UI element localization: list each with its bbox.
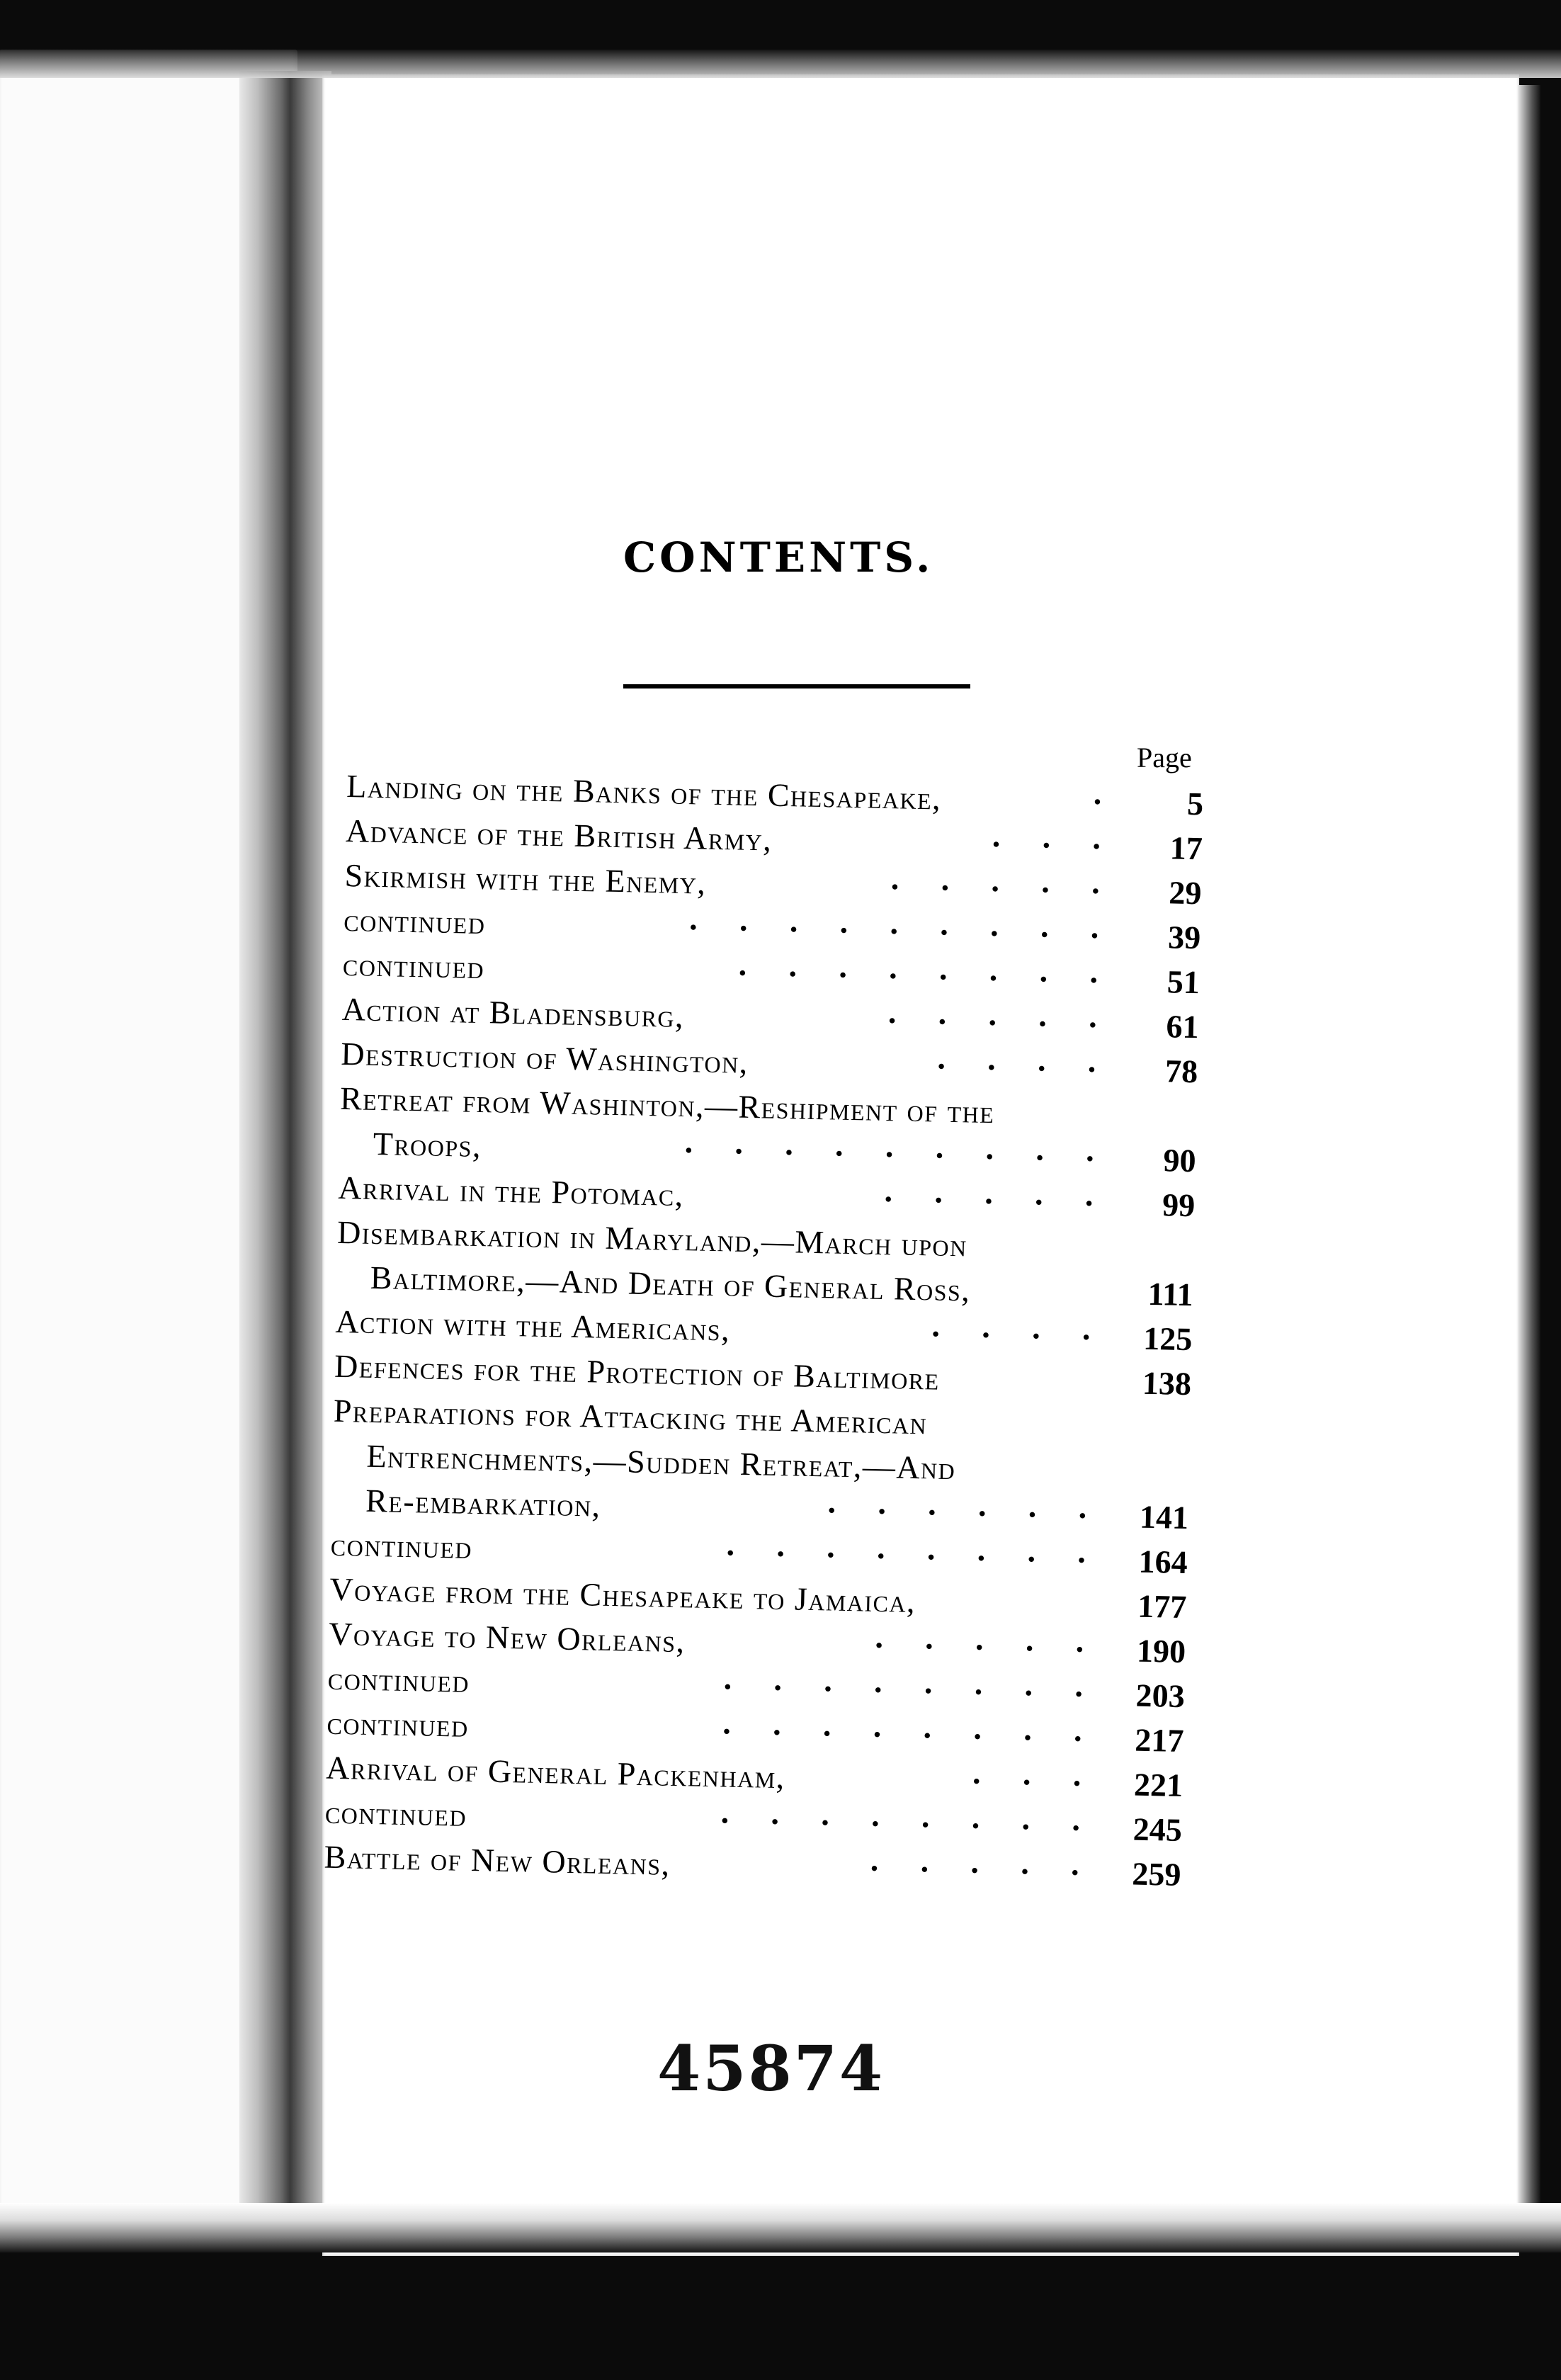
toc-page-number: 221 <box>1133 1766 1183 1804</box>
toc-page-number: 177 <box>1137 1587 1187 1626</box>
toc-entry-title: Action with the Americans, <box>335 1303 731 1348</box>
toc-entry-title: Landing on the Banks of the Chesapeake, <box>346 767 942 817</box>
toc-dot-leader: · · · · · <box>886 1002 1115 1043</box>
toc-entry-title: continued <box>330 1526 473 1565</box>
toc-dot-leader: · · · · · · · · <box>722 1668 1101 1713</box>
toc-dot-leader: · · · · · <box>868 1849 1097 1891</box>
toc-entry-title: Defences for the Protection of Baltimore <box>334 1347 941 1397</box>
toc-page-number: 17 <box>1169 829 1203 867</box>
page-right-edge <box>1519 85 1540 2210</box>
toc-page-number: 125 <box>1142 1320 1193 1358</box>
toc-dot-leader: · · · · · · · · <box>719 1802 1098 1847</box>
toc-entry-title: continued <box>327 1660 470 1699</box>
toc-page-number: 90 <box>1163 1142 1197 1179</box>
toc-dot-leader: · · · · <box>935 1048 1113 1088</box>
toc-page-number: 141 <box>1139 1498 1189 1536</box>
toc-entry-title: Re-embarkation, <box>365 1482 602 1524</box>
toc-dot-leader: · · · · · · · · · <box>683 1132 1112 1177</box>
toc-dot-leader: · · · · · · · · <box>720 1713 1099 1757</box>
toc-entry-title: Action at Bladensburg, <box>341 990 685 1035</box>
toc-entry-title: continued <box>327 1704 470 1744</box>
toc-page-number: 138 <box>1142 1364 1192 1402</box>
toc-page-number: 99 <box>1162 1186 1196 1224</box>
toc-entry-title: Retreat from Washinton,—Reshipment of the <box>339 1080 995 1130</box>
toc-page-number: 217 <box>1134 1721 1184 1760</box>
toc-dot-leader: · · · · · · · · <box>725 1534 1103 1579</box>
toc-page-number: 203 <box>1135 1677 1186 1715</box>
heading-rule <box>623 684 970 688</box>
toc-entry-title: Skirmish with the Enemy, <box>344 856 707 901</box>
toc-page-number: 39 <box>1167 919 1201 956</box>
toc-page-number: 78 <box>1164 1053 1198 1090</box>
toc-dot-leader: · <box>1091 783 1119 820</box>
contents-heading: CONTENTS. <box>623 533 934 582</box>
toc-page-number: 61 <box>1165 1008 1200 1046</box>
toc-entry-title: Troops, <box>373 1125 482 1164</box>
toc-page-number: 111 <box>1147 1275 1194 1313</box>
toc-page-number: 5 <box>1186 785 1204 822</box>
toc-entry-title: continued <box>343 901 487 941</box>
toc-entry-title: Baltimore,—And Death of General Ross, <box>370 1259 971 1308</box>
toc-page-number: 29 <box>1168 874 1203 912</box>
toc-dot-leader: · · · · · · <box>826 1492 1104 1534</box>
toc-entry-title: Voyage to New Orleans, <box>328 1615 686 1660</box>
toc-entry-title: Arrival in the Potomac, <box>337 1169 685 1213</box>
catalog-number-stamp: 45874 <box>657 2032 885 2105</box>
toc-entry-title: Voyage from the Chesapeake to Jamaica, <box>329 1570 916 1620</box>
toc-dot-leader: · · · <box>990 826 1118 865</box>
toc-page-number: 245 <box>1133 1810 1183 1849</box>
page-bottom-edge <box>0 2203 1561 2252</box>
toc-entry-title: Arrival of General Packenham, <box>325 1749 786 1796</box>
toc-entry-title: Advance of the British Army, <box>345 812 773 858</box>
toc-page-number: 190 <box>1136 1632 1186 1670</box>
toc-dot-leader: · · · · · <box>873 1626 1101 1668</box>
toc-entry-title: Preparations for Attacking the American <box>333 1392 928 1441</box>
toc-entry-title: continued <box>324 1794 467 1833</box>
toc-dot-leader: · · · · · <box>882 1180 1111 1222</box>
toc-entry-title: Entrenchments,—Sudden Retreat,—And <box>366 1437 956 1487</box>
toc-dot-leader: · · · <box>970 1762 1099 1802</box>
table-of-contents <box>323 765 1203 1916</box>
toc-page-number: 164 <box>1138 1543 1188 1581</box>
toc-entry-title: Disembarkation in Maryland,—March upon <box>336 1213 968 1264</box>
toc-entry-title: continued <box>342 946 485 986</box>
toc-dot-leader: · · · · · · · · <box>737 954 1116 999</box>
toc-dot-leader: · · · · · <box>889 868 1118 910</box>
page-top-edge <box>0 50 1561 78</box>
toc-dot-leader: · · · · · · · · · <box>687 909 1116 954</box>
toc-dot-leader: · · · · <box>929 1315 1108 1356</box>
toc-entry-title: Destruction of Washington, <box>340 1035 749 1080</box>
page-column-label: Page <box>1137 742 1192 774</box>
toc-page-number: 51 <box>1167 963 1200 1001</box>
book-gutter <box>239 71 331 2224</box>
toc-entry-title: Battle of New Orleans, <box>324 1838 671 1882</box>
toc-page-number: 259 <box>1131 1855 1181 1893</box>
